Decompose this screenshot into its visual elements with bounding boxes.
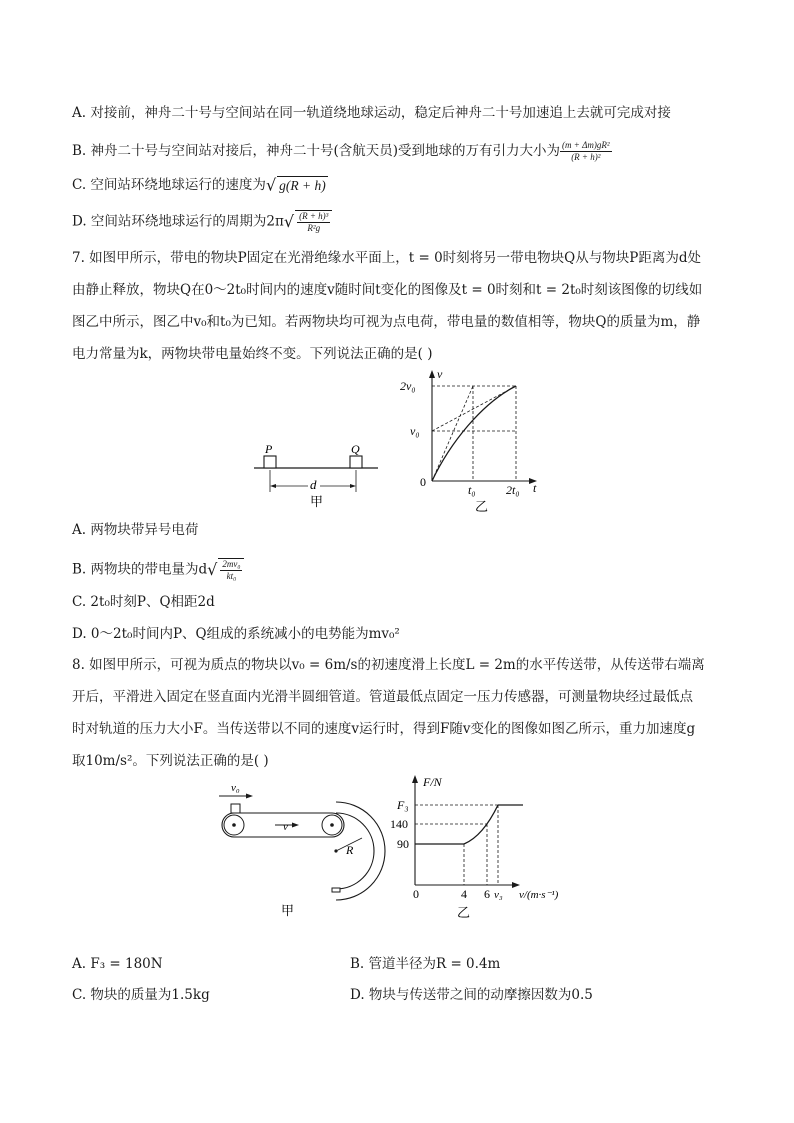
- q6-option-d-numerator: (R + h)³: [299, 211, 329, 221]
- arrow-right-icon: [246, 794, 253, 799]
- q7-option-b: [72, 558, 244, 582]
- q8-tick-f3: F₃: [397, 798, 409, 812]
- q7-option-b-numerator: 2mv₀: [222, 559, 241, 569]
- q7-option-d: D. 0～2t₀时间内P、Q组成的系统减小的电势能为mv₀²: [72, 626, 400, 642]
- q7-tangent-start: [432, 386, 473, 481]
- q7-caption-jia: 甲: [310, 494, 324, 509]
- q7-option-b-text: B. 两物块的带电量为d: [72, 561, 208, 578]
- q8-stem-line-4: 取10m/s²。下列说法正确的是( ): [72, 753, 269, 769]
- q8-caption-yi: 乙: [457, 905, 471, 920]
- q7-tick-v0: v₀: [410, 424, 420, 438]
- sqrt-icon: √: [283, 212, 295, 231]
- q8-tick-6: 6: [484, 887, 490, 901]
- q6-option-c: [72, 176, 328, 195]
- q8-origin: 0: [413, 887, 419, 901]
- q8-figure-yi: [390, 770, 575, 920]
- q8-option-d: D. 物块与传送带之间的动摩擦因数为0.5: [350, 987, 593, 1003]
- q6-option-d-root: [295, 210, 332, 234]
- q8-tick-90: 90: [397, 837, 409, 851]
- q6-option-b-fraction: [560, 140, 612, 163]
- q6-option-c-text: C. 空间站环绕地球运行的速度为: [72, 177, 266, 193]
- q6-option-d-text: D. 空间站环绕地球运行的周期为2π: [72, 213, 284, 230]
- q8-figure-jia: [215, 778, 395, 918]
- q8-option-b: B. 管道半径为R = 0.4m: [350, 956, 501, 972]
- q7-label-p: P: [265, 442, 273, 456]
- q7-vt-curve: [432, 386, 516, 481]
- q7-block-q: [350, 456, 362, 468]
- q7-figure-yi: [392, 368, 542, 518]
- arrow-right-icon: [512, 882, 520, 888]
- q8-tick-v3: v₃: [494, 889, 503, 901]
- q7-tick-2v0: 2v₀: [400, 379, 416, 393]
- q8-block: [231, 804, 240, 813]
- q8-option-c: C. 物块的质量为1.5kg: [72, 987, 210, 1003]
- q7-stem-line-2: 由静止释放，物块Q在0～2t₀时间内的速度v随时间t变化的图像及t = 0时刻和t = 2t₀时刻该图像的切线如: [72, 282, 703, 298]
- q8-label-v: v: [283, 821, 288, 833]
- q8-x-axis-label: v/(m·s⁻¹): [519, 889, 559, 901]
- q7-tick-2t0: 2t₀: [506, 483, 520, 497]
- q7-stem-line-4: 电力常量为k，两物块带电量始终不变。下列说法正确的是( ): [72, 346, 433, 362]
- q7-x-axis-label: t: [533, 481, 537, 495]
- q7-origin: 0: [420, 475, 426, 489]
- q8-option-a: A. F₃ = 180N: [72, 956, 163, 972]
- arrow-left-icon: [270, 484, 276, 488]
- q7-y-axis-label: v: [437, 367, 443, 381]
- q8-stem-line-1: 8. 如图甲所示，可视为质点的物块以v₀ = 6m/s的初速度滑上长度L = 2m的水平传送带，从传送带右端离: [72, 657, 705, 673]
- q7-stem-line-3: 图乙中所示，图乙中v₀和t₀为已知。若两物块均可视为点电荷，带电量的数值相等，物块Q的质量为m，静: [72, 314, 701, 330]
- q7-label-d: d: [310, 477, 317, 492]
- arrow-up-icon: [412, 775, 418, 783]
- q8-tick-4: 4: [461, 887, 467, 901]
- q8-label-r: R: [346, 843, 354, 857]
- q6-option-b: [72, 140, 612, 163]
- q8-stem-line-3: 时对轨道的压力大小F。当传送带以不同的速度v运行时，得到F随v变化的图像如图乙所示，重力加速度g: [72, 721, 696, 737]
- q6-option-a: A. 对接前，神舟二十号与空间站在同一轨道绕地球运动，稳定后神舟二十号加速追上去就可完成对接: [72, 105, 671, 121]
- q6-option-c-expression: g(R + h): [279, 178, 326, 193]
- q8-pipe-outer: [336, 802, 385, 900]
- sqrt-icon: √: [207, 560, 218, 579]
- q6-option-b-numerator: (m + Δm)gR²: [562, 140, 610, 150]
- q7-figure-jia: [250, 442, 390, 509]
- arrow-right-icon: [350, 484, 356, 488]
- q8-y-axis-label: F/N: [423, 775, 442, 789]
- q7-option-b-fraction: [220, 559, 242, 582]
- q6-option-d: [72, 210, 332, 234]
- sqrt-icon: √: [265, 175, 277, 195]
- q6-option-b-denominator: (R + h)²: [571, 152, 601, 162]
- q7-option-c: C. 2t₀时刻P、Q相距2d: [72, 594, 215, 610]
- q7-tick-t0: t₀: [468, 483, 476, 497]
- arrow-up-icon: [429, 370, 435, 378]
- q7-option-b-denominator: kt₀: [226, 571, 237, 581]
- q8-caption-jia: 甲: [281, 903, 295, 918]
- q7-label-q: Q: [351, 442, 360, 456]
- q7-caption-yi: 乙: [475, 499, 489, 514]
- q8-stem-line-2: 开后，平滑进入固定在竖直面内光滑半圆细管道。管道最低点固定一压力传感器，可测量物块经过最低点: [72, 689, 693, 705]
- q7-option-a: A. 两物块带异号电荷: [72, 522, 199, 538]
- q6-option-d-denominator: R²g: [307, 223, 321, 233]
- q8-pressure-sensor: [332, 888, 340, 892]
- q8-segment-curve: [464, 805, 498, 844]
- q7-stem-line-1: 7. 如图甲所示，带电的物块P固定在光滑绝缘水平面上，t = 0时刻将另一带电物块Q从与物块P距离为d处: [72, 250, 701, 266]
- q7-block-p: [264, 456, 276, 468]
- q8-tick-140: 140: [390, 817, 408, 831]
- q8-label-v0: v₀: [231, 782, 240, 794]
- q6-option-b-text: B. 神舟二十号与空间站对接后，神舟二十号(含航天员)受到地球的万有引力大小为: [72, 143, 561, 159]
